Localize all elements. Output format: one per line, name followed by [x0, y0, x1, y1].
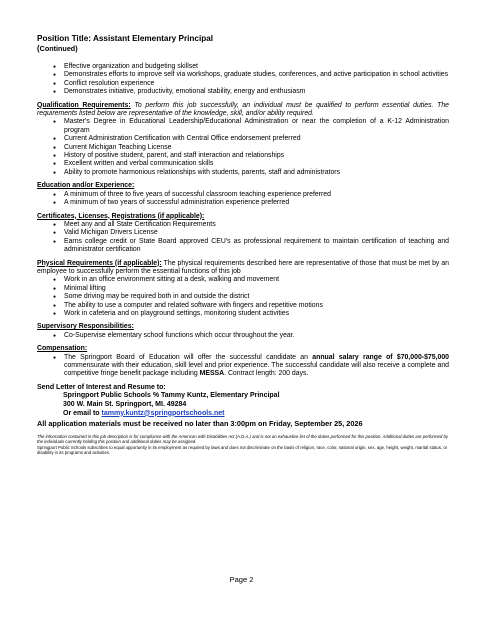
- subtitle-text: Continued): [39, 44, 78, 53]
- physical-note: The physical requirements described here are representative of those that must be met by an employee to successfully perform the essential functions of this job: [37, 259, 450, 275]
- physical-heading: Physical Requirements (if applicable):: [37, 259, 162, 267]
- list-item: ● Excellent written and verbal communication skills: [64, 160, 449, 168]
- list-item: ● Work in cafeteria and on playground settings, monitoring student activities: [64, 310, 449, 318]
- certificates-heading: Certificates, Licenses, Registrations (if applicable):: [37, 212, 205, 220]
- disclaimer: [37, 434, 449, 455]
- eeo-disclaimer: Springport Public Schools subscribes to equal opportunity in its employment as required by laws and does not discriminate on the basis of religion, race, color, national origin, sex, age, height, weight, marital status, or disability in its programs and activities.: [37, 444, 448, 455]
- supervisory-list: [37, 332, 449, 340]
- list-item: ● The ability to use a computer and related software with fingers and repetitive motions: [64, 302, 449, 310]
- list-item: ● Minimal lifting: [64, 285, 449, 293]
- list-item: ● Work in an office environment sitting at a desk, walking and movement: [64, 276, 449, 284]
- list-item: ● Demonstrates efforts to improve self via workshops, graduate studies, conferences, and active participation in school activities: [64, 71, 449, 79]
- compensation-text: . Contract length: 200 days.: [224, 370, 309, 378]
- compensation-section: [37, 345, 449, 379]
- qualification-heading: Qualification Requirements:: [37, 101, 131, 109]
- qualification-list: [37, 118, 449, 177]
- supervisory-heading: Supervisory Responsibilities:: [37, 323, 134, 331]
- subtitle-open-paren: (: [37, 44, 40, 53]
- physical-section: [37, 260, 449, 319]
- list-item: ● Co-Supervise elementary school functions which occur throughout the year.: [64, 332, 449, 340]
- list-item: ● Earns college credit or State Board approved CEU's as professional requirement to maintain certification of teaching and administrator certification: [64, 238, 449, 255]
- list-item: ● Master's Degree in Educational Leadership/Educational Administration or near the completion of a K-12 Administration program: [64, 118, 449, 135]
- deadline-notice: All application materials must be received no later than 3:00pm on Friday, September 25, 2026: [37, 419, 363, 429]
- page-subtitle: [37, 44, 449, 53]
- benefit-name: MESSA: [199, 370, 225, 378]
- education-heading: Education and/or Experience:: [37, 182, 135, 190]
- salary-range: annual salary range of $70,000-$75,000: [312, 353, 449, 361]
- compensation-item: [64, 354, 449, 379]
- list-item: ● Demonstrates initiative, productivity, emotional stability, energy and enthusiasm: [64, 88, 449, 96]
- education-section: [37, 182, 449, 207]
- contact-address-name: Springport Public Schools % Tammy Kuntz, Elementary Principal: [63, 392, 280, 400]
- supervisory-section: [37, 323, 449, 340]
- list-item: ● Meet any and all State Certification Requirements: [64, 221, 449, 229]
- contact-address-street: 300 W. Main St. Springport, MI. 49284: [63, 401, 187, 408]
- list-item: ● Ability to promote harmonious relationships with students, parents, staff and administrators: [64, 169, 449, 177]
- list-item: ● Conflict resolution experience: [64, 80, 449, 88]
- list-item: ● A minimum of three to five years of successful classroom teaching experience preferred: [64, 191, 449, 199]
- list-item: ● A minimum of two years of successful administration experience preferred: [64, 199, 449, 207]
- compensation-list: [37, 354, 449, 379]
- compensation-heading: Compensation:: [37, 345, 88, 353]
- list-item: ● Some driving may be required both in and outside the district: [64, 293, 449, 301]
- compensation-text: commensurate with their education, skill level and prior experience. The successful candidate will also receive a complete and competitive fringe benefit package including: [64, 362, 449, 378]
- qualification-note: To perform this job successfully, an individual must be qualified to perform essential duties. The requirements listed below are representative of the knowledge, skill, and/or ability required.: [37, 101, 449, 118]
- email-link[interactable]: tammy.kuntz@springportschools.net: [101, 409, 225, 417]
- education-list: [37, 191, 449, 208]
- contact-heading: Send Letter of Interest and Resume to:: [37, 383, 166, 391]
- list-item: ● History of positive student, parent, and staff interaction and relationships: [64, 152, 449, 160]
- list-item: ● Current Michigan Teaching License: [64, 144, 449, 152]
- page-number: Page 2: [229, 575, 254, 584]
- contact-block: [37, 384, 449, 418]
- list-item: ● Current Administration Certification with Central Office endorsement preferred: [64, 135, 449, 143]
- ada-disclaimer: The information contained in this job description is for compliance with the American with Disabilities Act (A.D.A.) and is not an exhaustive list of the duties performed for this position. Additional duties are performed by the individuals currently holding this position and additional duties may be assigned.: [37, 434, 449, 445]
- physical-list: [37, 276, 449, 318]
- list-item: ● Valid Michigan Drivers License: [64, 229, 449, 237]
- certificates-section: [37, 213, 449, 255]
- qualification-section: [37, 102, 449, 178]
- page-title: Position Title: Assistant Elementary Principal: [37, 34, 214, 43]
- list-item: ● Effective organization and budgeting skillset: [64, 63, 449, 71]
- intro-list: [37, 63, 449, 97]
- contact-email-line: [37, 410, 449, 419]
- email-prefix: Or email to: [63, 409, 102, 417]
- compensation-text: The Springport Board of Education will offer the successful candidate an: [64, 353, 313, 361]
- certificates-list: [37, 221, 449, 255]
